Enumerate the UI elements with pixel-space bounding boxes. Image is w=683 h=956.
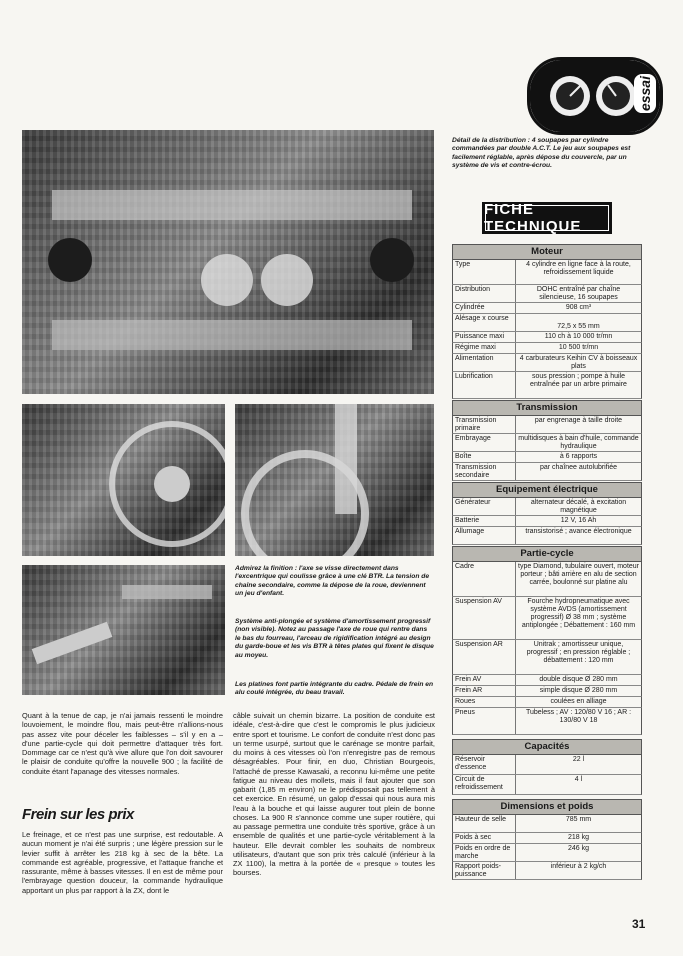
article-para-2: Le freinage, et ce n'est pas une surprise, est redoutable. A aucun moment je n'ai été surpris ; une légère pression sur le levier suffit à arrêter les 218 kg à sec de la bête. La commande est agréable, progressive, et l'attaque franche et rassurante, même à basses vitesses. Il en est de même pour l'embrayage question douceur, la commande hydraulique apportant un plus par rapport à la ZX, dont le (22, 830, 223, 895)
section-electrique-title: Equipement électrique (452, 482, 642, 498)
table-row: Embrayage multidisques à bain d'huile, commande hydraulique (452, 434, 642, 452)
table-row: Rapport poids-puissance inférieur à 2 kg/ch (452, 862, 642, 880)
table-row: Alimentation 4 carburateurs Keihin CV à boisseaux plats (452, 354, 642, 372)
caption-platines: Les platines font partie intégrante du cadre. Pédale de frein en alu coulé intégrée, du beau travail. (235, 681, 434, 697)
table-row: Réservoir d'essence 22 l (452, 755, 642, 775)
section-transmission-title: Transmission (452, 400, 642, 416)
wheel-disc-shapes (22, 404, 225, 556)
article-para-1: Quant à la tenue de cap, je n'ai jamais ressenti le moindre louvoiement, le moindre flou, mais peut-être n'allions-nous pas assez vite pour déceler les faiblesses – s'il y en a – d'une partie-cycle qui doit permettre d'attaquer très fort. Dommage car ce n'est qu'à vive allure que l'on doit savourer le plaisir de conduite qu'offre la nouvelle 900 ; la facilité de conduite étant l'apanage des vitesses normales. (22, 711, 223, 776)
table-row: Hauteur de selle 785 mm (452, 815, 642, 833)
section-dimensions-title: Dimensions et poids (452, 799, 642, 815)
brake-disc-shapes (235, 404, 434, 556)
caption-antiplongee: Système anti-plongée et système d'amortissement progressif (non visible). Notez au passage l'axe de roue qui rentre dans le bas du fourreau, l'arceau de rigidification intégré au design du garde-boue et les vis BTR à têtes plates qui fixent le disque au moyeu. (235, 618, 434, 659)
table-row: Roues coulées en alliage (452, 697, 642, 708)
pedal-shapes (22, 565, 225, 695)
essai-logo (527, 57, 663, 135)
fork-brake-photo (235, 404, 434, 556)
table-row: Cylindrée 908 cm³ (452, 303, 642, 314)
engine-valve-photo (22, 130, 434, 394)
article-heading: Frein sur les prix (22, 806, 134, 823)
article-para-3: câble suivait un chemin bizarre. La position de conduite est idéale, c'est-à-dire que c'est le compromis le plus judicieux entre sport et tourisme. Le confort de conduite n'est donc pas un terme usurpé, surtout que le carénage se montre parfait, du moins à ces vitesses où l'on n'enregistre pas de remous désagréables. Pour finir, en duo, Christian Bourgeois, l'attaché de presse Kawasaki, a reconnu lui-même une petite fatigue au niveau des mollets, mais il faut ajouter que son gabarit (1,85 m environ) ne le prédisposait pas tellement à cet exercice. En résumé, un galop d'essai qui nous aura mis l'eau à la bouche et qui laisse augurer tout plein de bonne choses. La 900 R s'annonce comme une super routière, qui au passage permettra une conduite très sportive, grâce à un ensemble de qualités et une partie-cycle véritablement à la hauteur. Elle devrait combler les souhaits de nombreux utilisateurs, d'autant que son prix très calculé (inférieur à la ZX 1100), la mettra à la portée de « presque » toutes les bourses. (233, 711, 435, 878)
table-row: Lubrification sous pression ; pompe à huile entraînée par un arbre primaire (452, 372, 642, 399)
table-row: Frein AV double disque Ø 280 mm (452, 675, 642, 686)
section-moteur-title: Moteur (452, 244, 642, 260)
fiche-technique-banner: FICHE TECHNIQUE (482, 202, 612, 234)
table-row: Boîte à 6 rapports (452, 452, 642, 463)
frame-pedal-photo (22, 565, 225, 695)
section-partie-cycle-title: Partie-cycle (452, 546, 642, 562)
fiche-technique-table (452, 243, 642, 880)
table-row: Frein AR simple disque Ø 280 mm (452, 686, 642, 697)
table-row: Poids à sec 218 kg (452, 833, 642, 844)
logo-text: essai (634, 74, 656, 113)
caption-distribution: Détail de la distribution : 4 soupapes par cylindre commandées par double A.C.T. Le jeu aux soupapes est facilement réglable, après dépose du couvercle, par un système de vis et contre-écrou. (452, 137, 631, 170)
table-row: Suspension AR Unitrak ; amortisseur unique, progressif ; en pression réglable ; débattement : 120 mm (452, 640, 642, 675)
section-capacites-title: Capacités (452, 739, 642, 755)
table-row: Circuit de refroidissement 4 l (452, 775, 642, 795)
table-row: Type 4 cylindre en ligne face à la route, refroidissement liquide (452, 260, 642, 285)
table-row: Suspension AV Fourche hydropneumatique avec système AVDS (amortissement progressif) Ø 38 mm ; système antiplongée ; Débattement : 160 mm (452, 597, 642, 640)
table-row: Alésage x course 72,5 x 55 mm (452, 314, 642, 332)
camshaft-shapes (22, 130, 434, 394)
table-row: Transmission secondaire par chaînee autolubrifiée (452, 463, 642, 481)
page-number: 31 (632, 917, 646, 931)
table-row: Régime maxi 10 500 tr/mn (452, 343, 642, 354)
caption-finition: Admirez la finition : l'axe se visse directement dans l'excentrique qui coulisse grâce à une clé BTR. La tension de chaîne secondaire, comme la dépose de la roue, deviennent un jeu d'enfant. (235, 565, 430, 598)
wheel-axle-photo (22, 404, 225, 556)
table-row: Batterie 12 V, 16 Ah (452, 516, 642, 527)
table-row: Transmission primaire par engrenage à taille droite (452, 416, 642, 434)
table-row: Distribution DOHC entraîné par chaîne silencieuse, 16 soupapes (452, 285, 642, 303)
table-row: Générateur alternateur décalé, à excitation magnétique (452, 498, 642, 516)
table-row: Poids en ordre de marche 246 kg (452, 844, 642, 862)
table-row: Puissance maxi 110 ch à 10 000 tr/mn (452, 332, 642, 343)
table-row: Cadre type Diamond, tubulaire ouvert, moteur porteur ; bâti arrière en alu de section carrée, boulonné sur platine alu (452, 562, 642, 597)
table-row: Pneus Tubeless ; AV : 120/80 V 16 ; AR : 130/80 V 18 (452, 708, 642, 735)
table-row: Allumage transistorisé ; avance électronique (452, 527, 642, 545)
